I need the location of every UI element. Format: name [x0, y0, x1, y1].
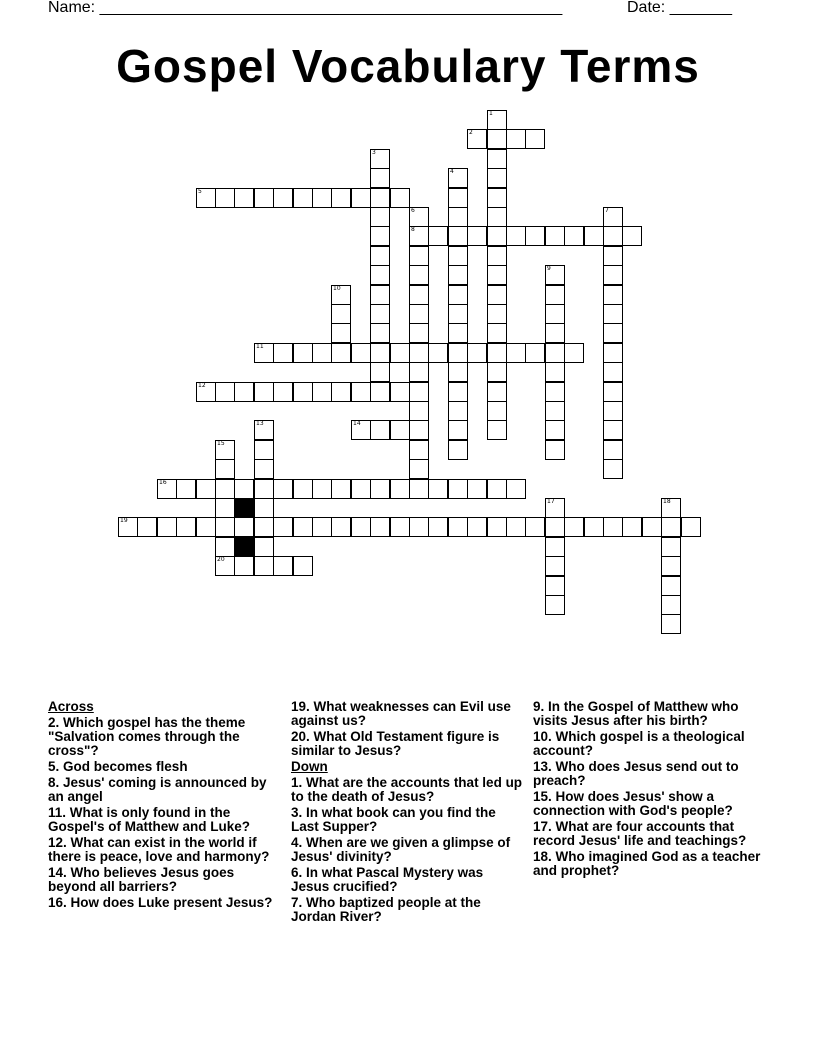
crossword-cell[interactable]	[331, 285, 351, 305]
crossword-cell[interactable]	[409, 343, 429, 363]
down-clue: 9. In the Gospel of Matthew who visits Jesus after his birth?	[533, 699, 739, 728]
crossword-cell[interactable]	[642, 517, 662, 537]
crossword-cell[interactable]	[545, 537, 565, 557]
down-heading: Down	[291, 759, 328, 774]
crossword-cell[interactable]	[409, 246, 429, 266]
crossword-cell[interactable]	[584, 517, 604, 537]
crossword-cell[interactable]	[370, 304, 390, 324]
crossword-cell[interactable]	[448, 265, 468, 285]
crossword-cell[interactable]	[293, 517, 313, 537]
clue-number: 3	[372, 149, 376, 156]
crossword-cell[interactable]	[603, 420, 623, 440]
down-clue: 1. What are the accounts that led up to the death of Jesus?	[291, 775, 523, 804]
crossword-cell[interactable]	[390, 479, 410, 499]
across-clue: 20. What Old Testament figure is similar to Jesus?	[291, 729, 500, 758]
crossword-cell[interactable]	[234, 479, 254, 499]
down-clue: 7. Who baptized people at the Jordan River?	[291, 895, 481, 924]
crossword-cell[interactable]	[409, 226, 429, 246]
crossword-cell[interactable]	[196, 382, 216, 402]
crossword-cell[interactable]	[137, 517, 157, 537]
crossword-cell[interactable]	[603, 207, 623, 227]
crossword-cell[interactable]	[487, 168, 507, 188]
clue-number: 1	[489, 110, 493, 117]
crossword-cell[interactable]	[448, 226, 468, 246]
crossword-cell[interactable]	[545, 285, 565, 305]
crossword-cell[interactable]	[312, 479, 332, 499]
date-field[interactable]: Date: _______	[627, 0, 732, 16]
clues-column-3	[533, 700, 765, 880]
crossword-cell[interactable]	[545, 576, 565, 596]
clue-number: 20	[217, 556, 225, 563]
crossword-cell[interactable]	[215, 537, 235, 557]
crossword-cell[interactable]	[467, 226, 487, 246]
crossword-cell[interactable]	[622, 517, 642, 537]
crossword-cell[interactable]	[254, 556, 274, 576]
crossword-cell[interactable]	[545, 382, 565, 402]
crossword-cell[interactable]	[293, 382, 313, 402]
crossword-cell[interactable]	[603, 265, 623, 285]
down-clue: 3. In what book can you find the Last Supper?	[291, 805, 496, 834]
crossword-cell[interactable]	[254, 420, 274, 440]
across-clue: 5. God becomes flesh	[48, 759, 188, 774]
crossword-cell[interactable]	[409, 459, 429, 479]
clue-number: 9	[547, 265, 551, 272]
crossword-cell[interactable]	[428, 479, 448, 499]
crossword-cell[interactable]	[409, 362, 429, 382]
crossword-cell[interactable]	[448, 420, 468, 440]
crossword-cell[interactable]	[487, 285, 507, 305]
clue-number: 17	[547, 498, 555, 505]
crossword-cell[interactable]	[351, 188, 371, 208]
crossword-cell[interactable]	[409, 382, 429, 402]
crossword-cell[interactable]	[312, 343, 332, 363]
crossword-cell[interactable]	[370, 226, 390, 246]
across-clue: 2. Which gospel has the theme "Salvation comes through the cross"?	[48, 715, 246, 758]
crossword-cell[interactable]	[622, 226, 642, 246]
crossword-cell[interactable]	[273, 343, 293, 363]
crossword-cell[interactable]	[487, 188, 507, 208]
crossword-cell[interactable]	[215, 517, 235, 537]
crossword-cell[interactable]	[273, 556, 293, 576]
crossword-cell[interactable]	[603, 246, 623, 266]
crossword-cell[interactable]	[545, 401, 565, 421]
crossword-cell[interactable]	[661, 517, 681, 537]
crossword-cell[interactable]	[370, 285, 390, 305]
crossword-cell[interactable]	[467, 479, 487, 499]
crossword-cell[interactable]	[390, 188, 410, 208]
crossword-cell[interactable]	[545, 226, 565, 246]
crossword-cell[interactable]	[234, 188, 254, 208]
crossword-cell[interactable]	[448, 188, 468, 208]
crossword-cell[interactable]	[254, 479, 274, 499]
crossword-cell[interactable]	[370, 517, 390, 537]
crossword-cell[interactable]	[409, 323, 429, 343]
crossword-cell[interactable]	[661, 556, 681, 576]
crossword-cell[interactable]	[409, 479, 429, 499]
across-clue: 11. What is only found in the Gospel's of Matthew and Luke?	[48, 805, 250, 834]
down-clue: 18. Who imagined God as a teacher and prophet?	[533, 849, 761, 878]
crossword-cell[interactable]	[409, 207, 429, 227]
clue-number: 5	[198, 188, 202, 195]
crossword-cell[interactable]	[157, 479, 177, 499]
crossword-cell[interactable]	[487, 110, 507, 130]
crossword-cell[interactable]	[603, 459, 623, 479]
crossword-cell[interactable]	[234, 556, 254, 576]
crossword-cell[interactable]	[331, 323, 351, 343]
crossword-cell[interactable]	[331, 304, 351, 324]
crossword-cell[interactable]	[176, 517, 196, 537]
crossword-cell[interactable]	[370, 188, 390, 208]
across-clue: 16. How does Luke present Jesus?	[48, 895, 273, 910]
crossword-cell[interactable]	[215, 556, 235, 576]
crossword-cell[interactable]	[603, 304, 623, 324]
crossword-cell[interactable]	[196, 517, 216, 537]
crossword-cell[interactable]	[448, 517, 468, 537]
crossword-cell[interactable]	[390, 420, 410, 440]
crossword-cell[interactable]	[545, 362, 565, 382]
crossword-cell[interactable]	[448, 440, 468, 460]
crossword-cell[interactable]	[584, 226, 604, 246]
crossword-cell[interactable]	[370, 362, 390, 382]
crossword-cell[interactable]	[254, 459, 274, 479]
crossword-cell[interactable]	[545, 556, 565, 576]
crossword-cell[interactable]	[487, 226, 507, 246]
crossword-cell[interactable]	[331, 188, 351, 208]
crossword-cell[interactable]	[448, 362, 468, 382]
crossword-cell[interactable]	[525, 129, 545, 149]
crossword-cell[interactable]	[409, 401, 429, 421]
crossword-cell[interactable]	[661, 595, 681, 615]
crossword-cell[interactable]	[506, 517, 526, 537]
down-clue: 4. When are we given a glimpse of Jesus' divinity?	[291, 835, 511, 864]
crossword-cell[interactable]	[312, 188, 332, 208]
crossword-cell[interactable]	[525, 226, 545, 246]
crossword-cell[interactable]	[661, 498, 681, 518]
crossword-cell[interactable]	[681, 517, 701, 537]
crossword-cell[interactable]	[273, 188, 293, 208]
crossword-cell[interactable]	[467, 129, 487, 149]
crossword-cell[interactable]	[370, 207, 390, 227]
crossword-cell[interactable]	[176, 479, 196, 499]
crossword-cell[interactable]	[215, 479, 235, 499]
crossword-cell[interactable]	[409, 304, 429, 324]
clue-number: 13	[256, 420, 264, 427]
down-clue: 15. How does Jesus' show a connection with God's people?	[533, 789, 733, 818]
crossword-cell[interactable]	[254, 343, 274, 363]
crossword-cell[interactable]	[409, 517, 429, 537]
crossword-cell[interactable]	[603, 323, 623, 343]
crossword-cell[interactable]	[487, 420, 507, 440]
crossword-cell[interactable]	[603, 382, 623, 402]
crossword-cell[interactable]	[603, 362, 623, 382]
crossword-cell[interactable]	[254, 440, 274, 460]
crossword-cell[interactable]	[545, 343, 565, 363]
crossword-cell[interactable]	[157, 517, 177, 537]
crossword-cell[interactable]	[448, 401, 468, 421]
crossword-cell[interactable]	[293, 556, 313, 576]
clue-number: 7	[605, 207, 609, 214]
crossword-cell[interactable]	[448, 323, 468, 343]
crossword-cell[interactable]	[487, 323, 507, 343]
crossword-cell[interactable]	[467, 517, 487, 537]
crossword-cell[interactable]	[370, 479, 390, 499]
crossword-cell[interactable]	[312, 382, 332, 402]
crossword-cell[interactable]	[448, 304, 468, 324]
crossword-cell[interactable]	[487, 304, 507, 324]
crossword-cell[interactable]	[293, 343, 313, 363]
crossword-cell[interactable]	[293, 188, 313, 208]
crossword-cell[interactable]	[487, 382, 507, 402]
crossword-cell[interactable]	[215, 459, 235, 479]
clue-number: 2	[469, 129, 473, 136]
crossword-cell[interactable]	[448, 343, 468, 363]
crossword-cell[interactable]	[409, 440, 429, 460]
crossword-cell[interactable]	[545, 517, 565, 537]
crossword-cell[interactable]	[254, 498, 274, 518]
crossword-cell[interactable]	[525, 343, 545, 363]
crossword-cell[interactable]	[603, 226, 623, 246]
across-clue: 12. What can exist in the world if there is peace, love and harmony?	[48, 835, 270, 864]
crossword-cell[interactable]	[448, 285, 468, 305]
crossword-cell[interactable]	[273, 382, 293, 402]
crossword-cell[interactable]	[273, 517, 293, 537]
down-clue: 10. Which gospel is a theological account?	[533, 729, 745, 758]
crossword-cell[interactable]	[351, 517, 371, 537]
crossword-cell[interactable]	[448, 168, 468, 188]
crossword-cell[interactable]	[603, 401, 623, 421]
crossword-cell[interactable]	[370, 149, 390, 169]
down-clue: 17. What are four accounts that record Jesus' life and teachings?	[533, 819, 747, 848]
crossword-cell[interactable]	[545, 440, 565, 460]
crossword-cell[interactable]	[370, 168, 390, 188]
crossword-cell[interactable]	[293, 479, 313, 499]
crossword-cell[interactable]	[564, 517, 584, 537]
crossword-cell[interactable]	[409, 420, 429, 440]
crossword-cell[interactable]	[603, 517, 623, 537]
page-title: Gospel Vocabulary Terms	[116, 40, 700, 92]
clue-number: 6	[411, 207, 415, 214]
crossword-cell[interactable]	[506, 479, 526, 499]
crossword-cell[interactable]	[448, 246, 468, 266]
crossword-cell[interactable]	[312, 517, 332, 537]
crossword-cell[interactable]	[448, 479, 468, 499]
crossword-cell[interactable]	[351, 479, 371, 499]
across-heading: Across	[48, 699, 94, 714]
crossword-black-square	[234, 537, 254, 557]
clue-number: 15	[217, 440, 225, 447]
crossword-cell[interactable]	[564, 343, 584, 363]
crossword-cell[interactable]	[506, 343, 526, 363]
clues-column-1	[48, 700, 280, 912]
crossword-cell[interactable]	[351, 420, 371, 440]
crossword-cell[interactable]	[487, 517, 507, 537]
crossword-cell[interactable]	[273, 479, 293, 499]
crossword-cell[interactable]	[254, 382, 274, 402]
crossword-cell[interactable]	[545, 323, 565, 343]
crossword-cell[interactable]	[487, 479, 507, 499]
crossword-cell[interactable]	[215, 440, 235, 460]
clue-number: 8	[411, 226, 415, 233]
crossword-cell[interactable]	[409, 285, 429, 305]
crossword-cell[interactable]	[603, 285, 623, 305]
crossword-cell[interactable]	[370, 343, 390, 363]
crossword-cell[interactable]	[215, 188, 235, 208]
across-clue: 14. Who believes Jesus goes beyond all barriers?	[48, 865, 235, 894]
crossword-cell[interactable]	[428, 517, 448, 537]
clue-number: 12	[198, 382, 206, 389]
crossword-cell[interactable]	[487, 362, 507, 382]
crossword-cell[interactable]	[409, 265, 429, 285]
clue-number: 4	[450, 168, 454, 175]
crossword-cell[interactable]	[234, 517, 254, 537]
crossword-black-square	[234, 498, 254, 518]
crossword-cell[interactable]	[487, 343, 507, 363]
crossword-cell[interactable]	[118, 517, 138, 537]
crossword-cell[interactable]	[331, 517, 351, 537]
crossword-cell[interactable]	[390, 382, 410, 402]
clue-number: 16	[159, 479, 167, 486]
crossword-cell[interactable]	[428, 343, 448, 363]
crossword-cell[interactable]	[661, 576, 681, 596]
name-field[interactable]: Name: ____________________________________________________	[48, 0, 563, 16]
across-clue: 19. What weaknesses can Evil use against us?	[291, 699, 511, 728]
crossword-cell[interactable]	[487, 129, 507, 149]
crossword-cell[interactable]	[525, 517, 545, 537]
crossword-cell[interactable]	[467, 343, 487, 363]
crossword-cell[interactable]	[370, 323, 390, 343]
crossword-cell[interactable]	[487, 149, 507, 169]
crossword-cell[interactable]	[390, 343, 410, 363]
crossword-cell[interactable]	[448, 382, 468, 402]
clues-column-2	[291, 700, 523, 926]
crossword-cell[interactable]	[331, 382, 351, 402]
crossword-cell[interactable]	[370, 420, 390, 440]
clue-number: 14	[353, 420, 361, 427]
crossword-cell[interactable]	[370, 382, 390, 402]
crossword-cell[interactable]	[661, 614, 681, 634]
down-clue: 6. In what Pascal Mystery was Jesus crucified?	[291, 865, 484, 894]
crossword-cell[interactable]	[390, 517, 410, 537]
crossword-cell[interactable]	[564, 226, 584, 246]
clue-number: 18	[663, 498, 671, 505]
crossword-cell[interactable]	[448, 207, 468, 227]
clue-number: 11	[256, 343, 264, 350]
clue-number: 10	[333, 285, 341, 292]
crossword-cell[interactable]	[545, 420, 565, 440]
across-clue: 8. Jesus' coming is announced by an angel	[48, 775, 267, 804]
crossword-cell[interactable]	[545, 595, 565, 615]
crossword-cell[interactable]	[234, 382, 254, 402]
down-clue: 13. Who does Jesus send out to preach?	[533, 759, 739, 788]
crossword-cell[interactable]	[487, 207, 507, 227]
crossword-cell[interactable]	[196, 479, 216, 499]
crossword-cell[interactable]	[196, 188, 216, 208]
crossword-cell[interactable]	[487, 265, 507, 285]
crossword-cell[interactable]	[370, 246, 390, 266]
crossword-cell[interactable]	[545, 304, 565, 324]
clue-number: 19	[120, 517, 128, 524]
crossword-cell[interactable]	[215, 498, 235, 518]
crossword-cell[interactable]	[351, 382, 371, 402]
crossword-cell[interactable]	[545, 498, 565, 518]
crossword-cell[interactable]	[487, 401, 507, 421]
crossword-cell[interactable]	[254, 188, 274, 208]
crossword-cell[interactable]	[506, 129, 526, 149]
crossword-cell[interactable]	[215, 382, 235, 402]
crossword-cell[interactable]	[331, 343, 351, 363]
crossword-cell[interactable]	[506, 226, 526, 246]
crossword-cell[interactable]	[603, 440, 623, 460]
crossword-cell[interactable]	[254, 517, 274, 537]
crossword-cell[interactable]	[428, 226, 448, 246]
crossword-cell[interactable]	[331, 479, 351, 499]
crossword-cell[interactable]	[370, 265, 390, 285]
crossword-cell[interactable]	[254, 537, 274, 557]
crossword-cell[interactable]	[603, 343, 623, 363]
crossword-cell[interactable]	[351, 343, 371, 363]
crossword-cell[interactable]	[545, 265, 565, 285]
crossword-cell[interactable]	[487, 246, 507, 266]
crossword-cell[interactable]	[661, 537, 681, 557]
